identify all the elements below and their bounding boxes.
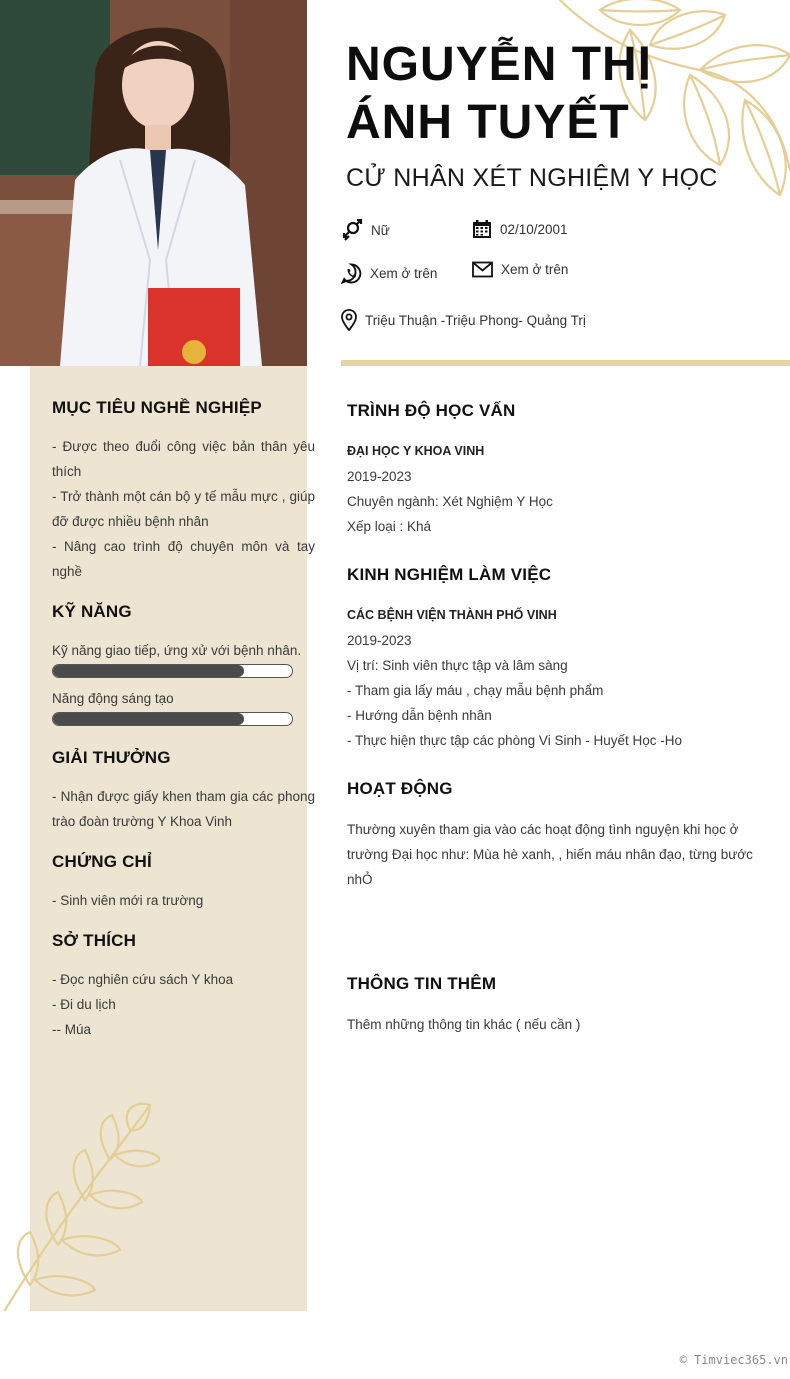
education-heading: TRÌNH ĐỘ HỌC VẤN [347, 401, 516, 420]
activities-heading: HOẠT ĐỘNG [347, 779, 453, 798]
portrait-illustration-icon [0, 0, 307, 366]
hobby-line: - Đi du lịch [52, 997, 116, 1012]
activities-text: Thường xuyên tham gia vào các hoạt động tình nguyện khi học ở trường Đại học như: Mùa hè xanh, , hiến máu nhân đạo, từng bước nhỎ [347, 822, 753, 887]
skill-name: Năng động sáng tạo [52, 691, 174, 706]
activities-section [347, 779, 767, 892]
full-name-line-1: NGUYỄN THỊ [346, 38, 653, 91]
gender-info [341, 219, 390, 241]
objective-line: - Được theo đuổi công việc bản thân yêu thích [52, 439, 315, 479]
header-divider [341, 360, 790, 366]
main-content [347, 401, 767, 1063]
calendar-icon [472, 219, 492, 239]
email-info [472, 261, 568, 278]
experience-line: - Thực hiện thực tập các phòng Vi Sinh - Huyết Học -Ho [347, 733, 682, 748]
skill-level-bar [52, 664, 293, 678]
gender-value: Nữ [371, 222, 390, 238]
hobby-line: -- Múa [52, 1022, 92, 1037]
profile-photo [0, 0, 307, 366]
awards-section [52, 748, 315, 834]
education-period: 2019-2023 [347, 469, 412, 484]
skills-section [52, 602, 315, 726]
objective-heading: MỤC TIÊU NGHỀ NGHIỆP [52, 398, 262, 417]
email-value: Xem ở trên [501, 262, 569, 277]
experience-period: 2019-2023 [347, 633, 412, 648]
skills-heading: KỸ NĂNG [52, 602, 132, 621]
mail-icon [472, 261, 493, 278]
awards-heading: GIẢI THƯỞNG [52, 748, 171, 767]
skill-level-fill [53, 713, 244, 725]
phone-info [341, 263, 437, 284]
experience-heading: KINH NGHIỆM LÀM VIỆC [347, 565, 552, 584]
skill-level-fill [53, 665, 244, 677]
objective-section [52, 398, 315, 584]
skill-level-bar [52, 712, 293, 726]
education-major: Chuyên ngành: Xét Nghiệm Y Học [347, 494, 553, 509]
additional-text: Thêm những thông tin khác ( nếu cần ) [347, 1017, 581, 1032]
hobby-line: - Đọc nghiên cứu sách Y khoa [52, 972, 234, 987]
birthday-info [472, 219, 568, 239]
full-name-line-2: ÁNH TUYẾT [346, 96, 630, 149]
additional-heading: THÔNG TIN THÊM [347, 974, 497, 993]
award-line: - Nhận được giấy khen tham gia các phong trào đoàn trường Y Khoa Vinh [52, 789, 315, 829]
job-title: CỬ NHÂN XÉT NGHIỆM Y HỌC [346, 164, 718, 192]
education-grade: Xếp loại : Khá [347, 519, 432, 534]
experience-line: Vị trí: Sinh viên thực tập và lâm sàng [347, 658, 568, 673]
certificates-section [52, 852, 315, 913]
address-info [341, 309, 586, 331]
objective-line: - Nâng cao trình độ chuyên môn và tay nghề [52, 539, 315, 579]
leaf-decoration-bottom-icon [0, 1100, 160, 1315]
experience-line: - Hướng dẫn bệnh nhân [347, 708, 492, 723]
phone-value: Xem ở trên [370, 266, 438, 281]
hobbies-section [52, 931, 315, 1042]
skill-name: Kỹ năng giao tiếp, ứng xử với bệnh nhân. [52, 643, 302, 658]
birthday-value: 02/10/2001 [500, 221, 568, 237]
whatsapp-phone-icon [341, 263, 362, 284]
objective-line: - Trở thành một cán bộ y tế mẫu mực , giúp đỡ được nhiều bệnh nhân [52, 489, 315, 529]
additional-section [347, 974, 767, 1037]
full-name [346, 36, 652, 152]
certificates-heading: CHỨNG CHỈ [52, 852, 152, 871]
education-section [347, 401, 767, 539]
sidebar [52, 398, 315, 1060]
location-pin-icon [341, 309, 357, 331]
experience-line: - Tham gia lấy máu , chạy mẫu bệnh phẩm [347, 683, 604, 698]
hobbies-heading: SỞ THÍCH [52, 931, 137, 950]
watermark: © Timviec365.vn [679, 1353, 788, 1367]
school-name: ĐẠI HỌC Y KHOA VINH [347, 444, 485, 458]
company-name: CÁC BỆNH VIỆN THÀNH PHỐ VINH [347, 608, 557, 622]
gender-icon [341, 219, 363, 241]
experience-section [347, 565, 767, 753]
certificate-line: - Sinh viên mới ra trường [52, 893, 204, 908]
address-value: Triệu Thuận -Triệu Phong- Quảng Trị [365, 312, 586, 328]
